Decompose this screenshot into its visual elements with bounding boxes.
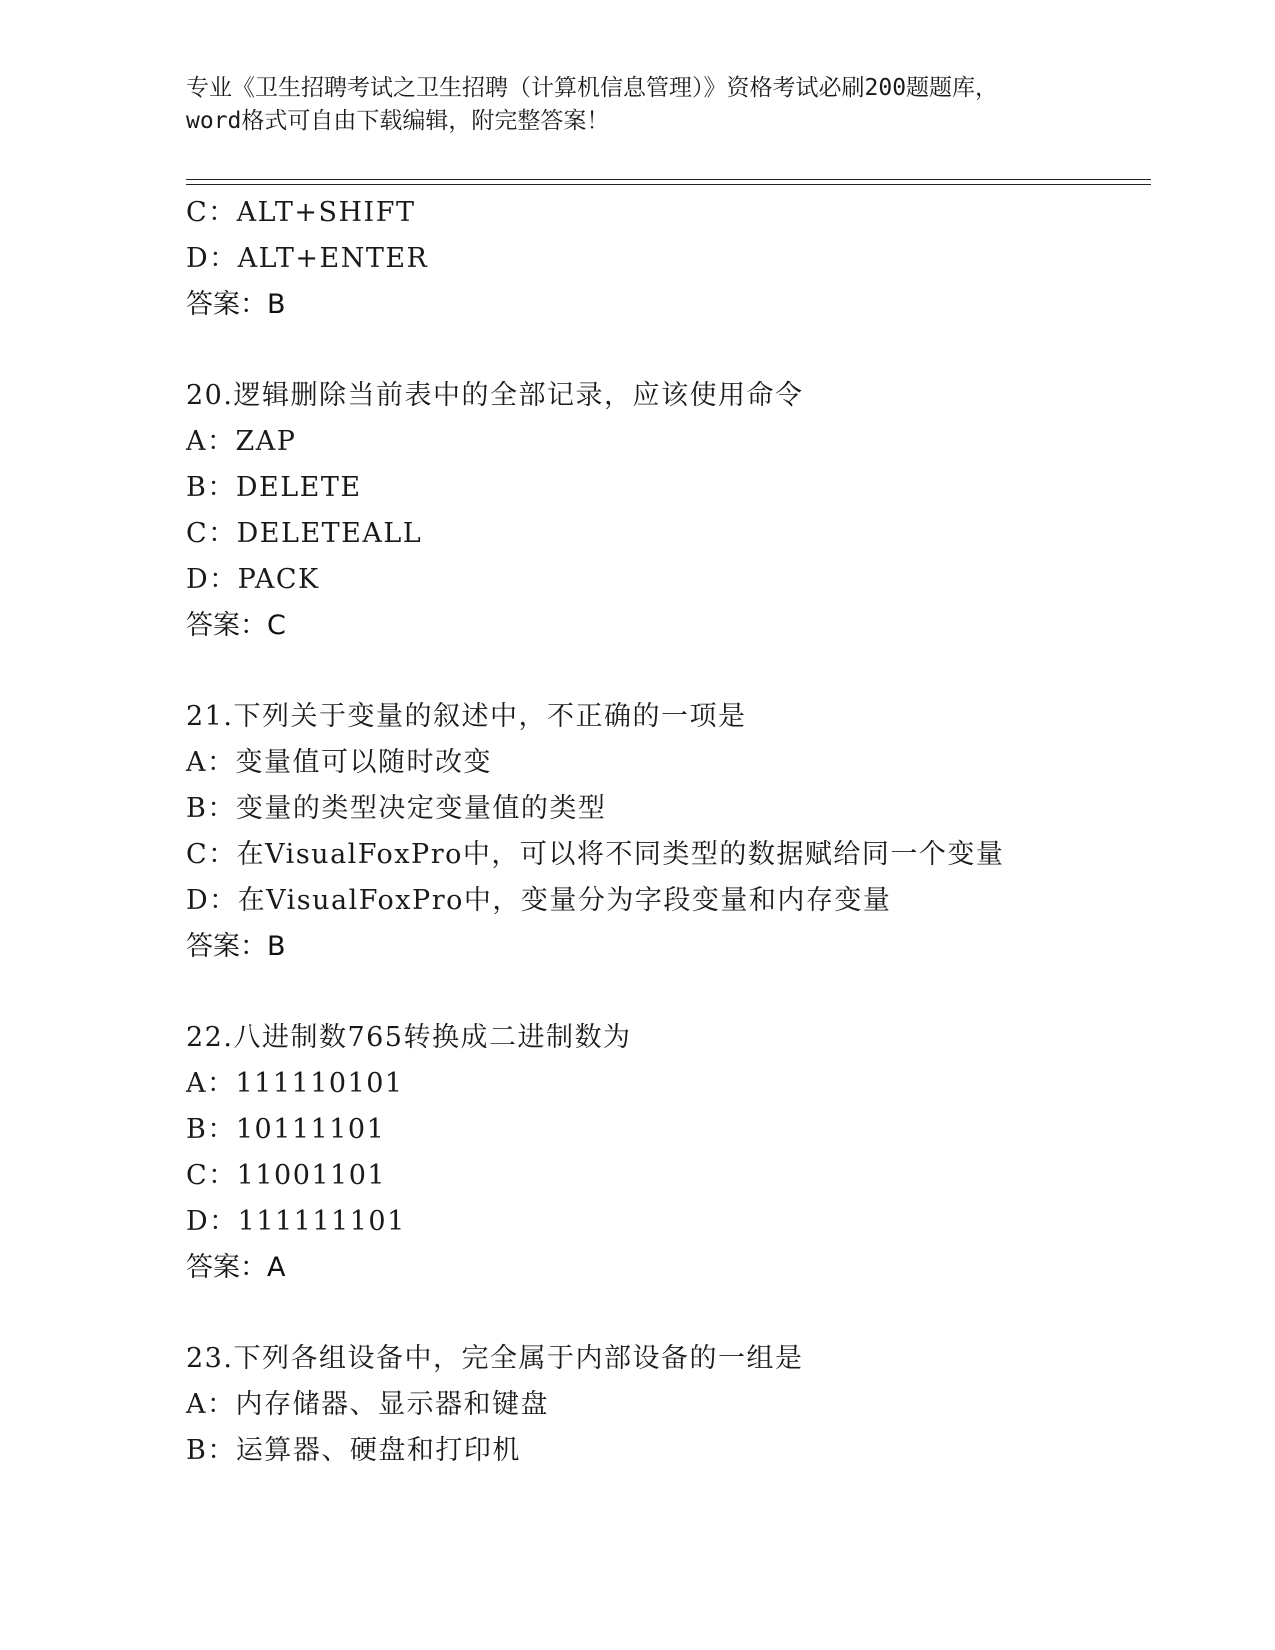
option-b: B：运算器、硬盘和打印机 <box>186 1435 521 1466</box>
option-a: A：内存储器、显示器和键盘 <box>186 1389 549 1420</box>
header-title-line-2: word格式可自由下载编辑，附完整答案！ <box>186 108 610 134</box>
question-list <box>186 190 1146 1474</box>
option-c: C：11001101 <box>186 1160 387 1191</box>
question-19-continued <box>186 190 1146 328</box>
option-a: A：ZAP <box>186 426 297 457</box>
option-d: D：在VisualFoxPro中，变量分为字段变量和内存变量 <box>186 885 892 916</box>
option-c: C：在VisualFoxPro中，可以将不同类型的数据赋给同一个变量 <box>186 839 1005 870</box>
header-divider-top <box>186 179 1151 180</box>
option-c: C：ALT+SHIFT <box>186 197 416 228</box>
option-d: D：PACK <box>186 564 320 595</box>
header-divider-bottom <box>186 184 1151 185</box>
option-d: D：ALT+ENTER <box>186 243 429 274</box>
option-b: B：DELETE <box>186 472 362 503</box>
question-22 <box>186 1015 1146 1291</box>
question-21 <box>186 694 1146 970</box>
header-title-line-1: 专业《卫生招聘考试之卫生招聘（计算机信息管理）》资格考试必刷200题题库， <box>186 75 999 101</box>
option-c: C：DELETEALL <box>186 518 423 549</box>
question-stem: 23.下列各组设备中，完全属于内部设备的一组是 <box>186 1343 804 1374</box>
option-b: B：变量的类型决定变量值的类型 <box>186 793 607 824</box>
document-header <box>186 72 1086 138</box>
question-stem: 21.下列关于变量的叙述中，不正确的一项是 <box>186 701 747 732</box>
answer-line: 答案：B <box>186 931 286 962</box>
answer-line: 答案：A <box>186 1252 286 1283</box>
answer-line: 答案：C <box>186 610 286 641</box>
question-stem: 20.逻辑删除当前表中的全部记录，应该使用命令 <box>186 380 804 411</box>
question-20 <box>186 373 1146 649</box>
question-23 <box>186 1336 1146 1474</box>
option-b: B：10111101 <box>186 1114 386 1145</box>
option-a: A：111110101 <box>186 1068 404 1099</box>
option-d: D：111111101 <box>186 1206 406 1237</box>
option-a: A：变量值可以随时改变 <box>186 747 492 778</box>
answer-line: 答案：B <box>186 289 286 320</box>
question-stem: 22.八进制数765转换成二进制数为 <box>186 1022 632 1053</box>
